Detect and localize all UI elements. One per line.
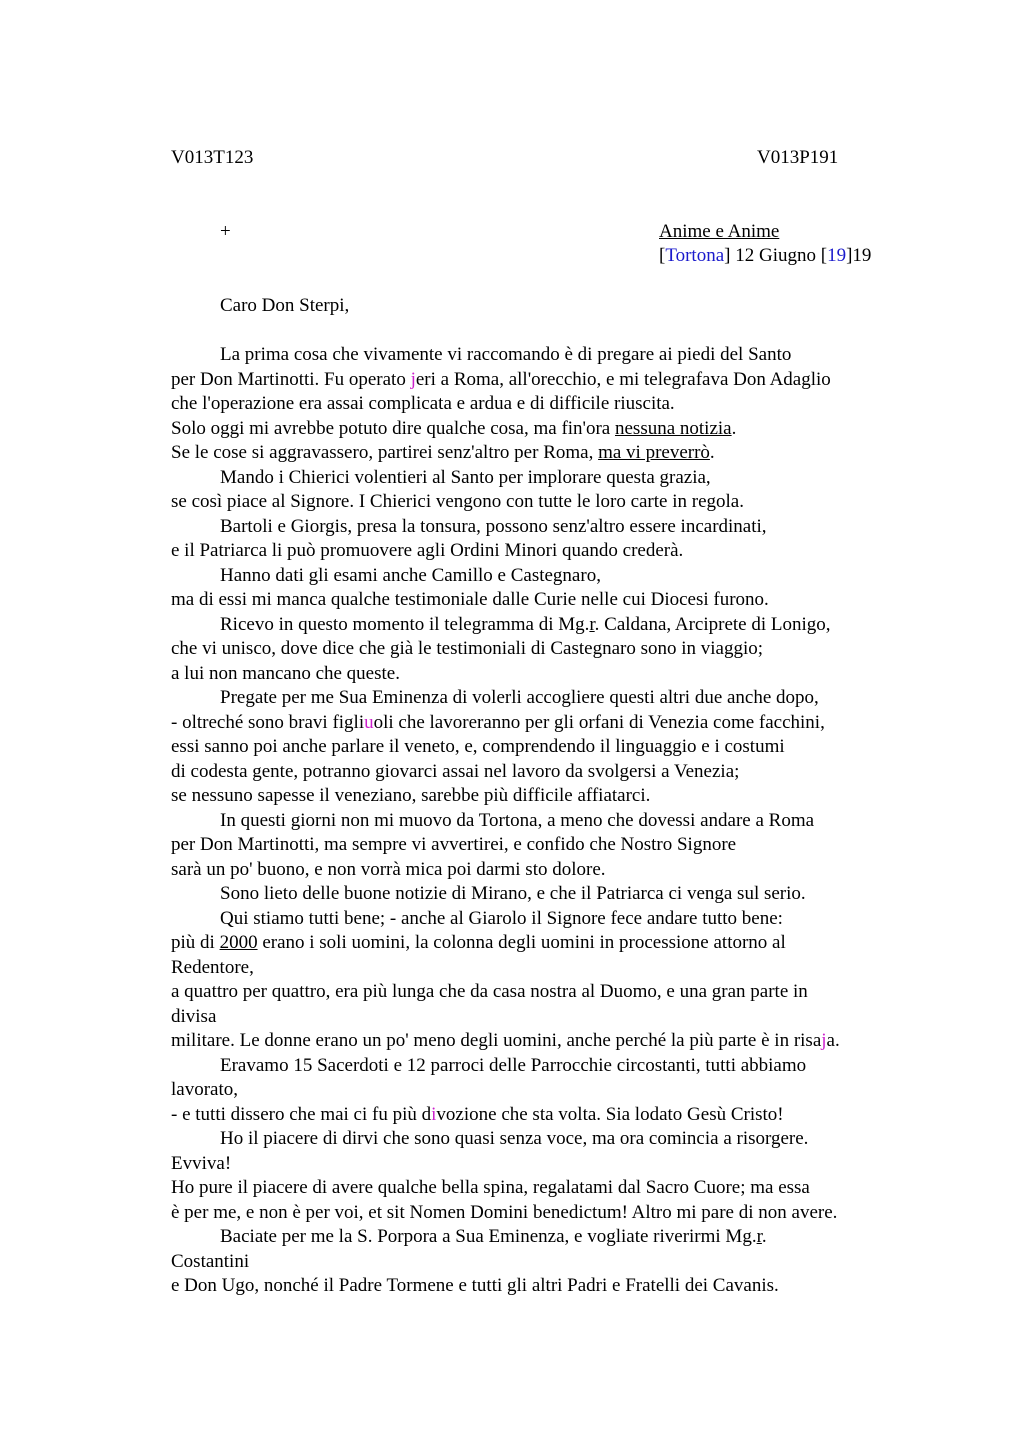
variant-letter: j xyxy=(410,368,416,390)
underlined-text: ma vi preverrò xyxy=(598,442,710,463)
text-line: essi sanno poi anche parlare il veneto, e, comprendendo il linguaggio e i costumi xyxy=(171,736,785,757)
text-line: di codesta gente, potranno giovarci assai nel lavoro da svolgersi a Venezia; xyxy=(171,760,740,782)
text-line: La prima cosa che vivamente vi raccomando è di pregare ai piedi del Santo xyxy=(220,344,792,365)
text-line: In questi giorni non mi muovo da Tortona, a meno che dovessi andare a Roma xyxy=(220,809,815,831)
place-name: Tortona xyxy=(665,245,725,266)
text-line: e il Patriarca li può promuovere agli Ordini Minori quando crederà. xyxy=(171,540,684,561)
text-line: Baciate per me la S. Porpora a Sua Eminenza, e vogliate riverirmi Mg.r. xyxy=(220,1226,767,1247)
text-line: - oltreché sono bravi figliuoli che lavoreranno per gli orfani di Venezia come facchini, xyxy=(171,711,825,733)
text-line: è per me, e non è per voi, et sit Nomen Domini benedictum! Altro mi pare di non avere. xyxy=(171,1201,838,1223)
text-line: e Don Ugo, nonché il Padre Tormene e tutti gli altri Padri e Fratelli dei Cavanis. xyxy=(171,1275,779,1296)
letter-date xyxy=(659,244,871,268)
text-line: Evviva! xyxy=(171,1152,232,1174)
text-line: Costantini xyxy=(171,1250,250,1272)
underlined-text: r xyxy=(756,1226,762,1247)
text-line: Ho il piacere di dirvi che sono quasi senza voce, ma ora comincia a risorgere. xyxy=(220,1128,809,1149)
year-editorial: 19 xyxy=(827,245,847,266)
text-line: Solo oggi mi avrebbe potuto dire qualche cosa, ma fin'ora nessuna notizia. xyxy=(171,417,737,439)
letter-motto: Anime e Anime xyxy=(659,221,780,242)
text-line: Pregate per me Sua Eminenza di volerli accogliere questi altri due anche dopo, xyxy=(220,687,819,708)
underlined-text: 2000 xyxy=(219,932,258,953)
text-line: Redentore, xyxy=(171,956,254,978)
text-line: a lui non mancano che queste. xyxy=(171,662,400,684)
text-line: Ricevo in questo momento il telegramma di Mg.r. Caldana, Arciprete di Lonigo, xyxy=(220,613,831,635)
text-line: se nessuno sapesse il veneziano, sarebbe più difficile affiatarci. xyxy=(171,785,651,806)
text-line: più di 2000 erano i soli uomini, la colonna degli uomini in processione attorno al xyxy=(171,932,786,953)
cross-mark: + xyxy=(220,221,231,242)
text-line: per Don Martinotti, ma sempre vi avvertirei, e confido che Nostro Signore xyxy=(171,834,737,855)
variant-letter: u xyxy=(364,711,374,733)
text-line: Hanno dati gli esami anche Camillo e Castegnaro, xyxy=(220,564,601,586)
text-line: a quattro per quattro, era più lunga che da casa nostra al Duomo, e una gran parte in xyxy=(171,981,808,1002)
variant-letter: j xyxy=(821,1030,827,1051)
text-line: Bartoli e Giorgis, presa la tonsura, possono senz'altro essere incardinati, xyxy=(220,515,767,537)
text-line: per Don Martinotti. Fu operato jeri a Roma, all'orecchio, e mi telegrafava Don Adaglio xyxy=(171,368,831,390)
text-line: militare. Le donne erano un po' meno degli uomini, anche perché la più parte è in risaja. xyxy=(171,1030,840,1051)
document-code-right: V013P191 xyxy=(757,147,839,168)
document-code-left: V013T123 xyxy=(171,147,254,168)
text-line: divisa xyxy=(171,1005,217,1027)
text-line: ma di essi mi manca qualche testimoniale dalle Curie nelle cui Diocesi furono. xyxy=(171,589,769,610)
text-line: Ho pure il piacere di avere qualche bella spina, regalatami dal Sacro Cuore; ma essa xyxy=(171,1177,810,1198)
bracket: ] xyxy=(724,245,731,266)
text-line: lavorato, xyxy=(171,1079,239,1100)
text-line: Sono lieto delle buone notizie di Mirano, e che il Patriarca ci venga sul serio. xyxy=(220,883,806,904)
letter-body xyxy=(171,343,911,1299)
text-line: che vi unisco, dove dice che già le testimoniali di Castegnaro sono in viaggio; xyxy=(171,638,764,659)
variant-letter: i xyxy=(431,1103,437,1125)
text-line: Eravamo 15 Sacerdoti e 12 parroci delle Parrocchie circostanti, tutti abbiamo xyxy=(220,1054,807,1076)
text-line: - e tutti dissero che mai ci fu più divozione che sta volta. Sia lodato Gesù Cristo! xyxy=(171,1103,784,1125)
text-line: Qui stiamo tutti bene; - anche al Giarolo il Signore fece andare tutto bene: xyxy=(220,907,783,929)
text-line: Se le cose si aggravassero, partirei senz'altro per Roma, ma vi preverrò. xyxy=(171,442,715,463)
text-line: se così piace al Signore. I Chierici vengono con tutte le loro carte in regola. xyxy=(171,491,744,512)
text-line: sarà un po' buono, e non vorrà mica poi darmi sto dolore. xyxy=(171,858,606,880)
underlined-text: r xyxy=(589,613,595,635)
underlined-text: nessuna notizia xyxy=(615,417,732,439)
text-line: Mando i Chierici volentieri al Santo per implorare questa grazia, xyxy=(220,466,711,488)
date-text: 12 Giugno xyxy=(730,245,821,266)
text-line: che l'operazione era assai complicata e ardua e di difficile riuscita. xyxy=(171,393,675,414)
year-rest: ]19 xyxy=(846,245,872,266)
salutation: Caro Don Sterpi, xyxy=(220,295,350,316)
bracket: [ xyxy=(820,245,828,266)
bracket: [ xyxy=(659,245,666,266)
